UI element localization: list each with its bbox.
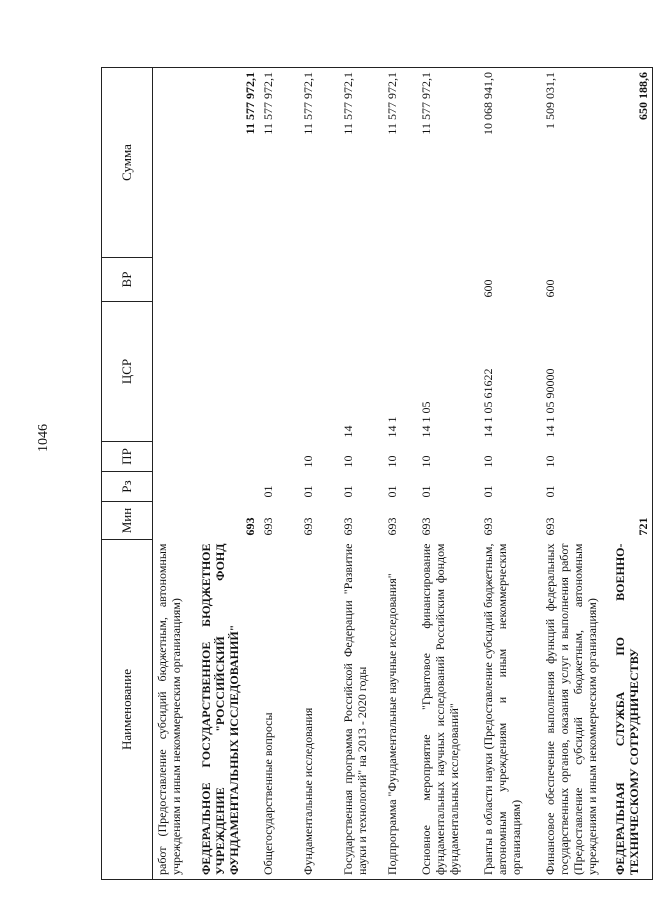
table-body: [153, 68, 653, 880]
cell-rz: 01: [418, 485, 433, 498]
table-row: [197, 68, 259, 880]
cell-pr: 10: [300, 455, 315, 468]
cell-csr: 14 1 05 90000: [542, 368, 557, 438]
header-name: Наименование: [102, 540, 153, 880]
header-rz: Рз: [102, 472, 153, 502]
cell-sum: 11 577 972,1: [259, 68, 299, 258]
cell-sum: [153, 68, 197, 258]
cell-min: 721: [611, 502, 653, 540]
cell-min: 693: [384, 517, 399, 536]
cell-vr: [611, 258, 653, 302]
cell-rz: 01: [542, 485, 557, 498]
cell-name: работ (Предоставление субсидий бюджетным, автономным учреждениям и иным некоммерческим организациям): [153, 540, 197, 880]
cell-csr: [153, 302, 197, 442]
cell-sum: 11 577 972,1: [383, 68, 417, 258]
cell-csr: 14: [340, 425, 355, 438]
cell-pr: [197, 442, 259, 472]
cell-csr: 14 1: [384, 416, 399, 438]
cell-name: Государственная программа Российской Федерации "Развитие науки и технологий" на 2013 - 2020 годы: [339, 540, 383, 880]
cell-sum: 10 068 941,0: [479, 68, 541, 258]
cell-csr: 14 1 05 61622: [480, 368, 495, 438]
cell-vr: 600: [480, 279, 495, 298]
header-row: [102, 68, 153, 880]
cell-vr: [339, 258, 383, 302]
cell-rz: 01: [340, 485, 355, 498]
cell-name: Финансовое обеспечение выполнения функций федеральных государственных органов, оказания услуг и выполнения работ (Предоставление субсидий бюджетным, автономным учреждениям и иным некоммерческим организациям): [541, 540, 611, 880]
table-row: [259, 68, 299, 880]
cell-min: 693: [260, 517, 275, 536]
header-sum: Сумма: [102, 68, 153, 258]
cell-vr: [299, 258, 339, 302]
header-vr: ВР: [102, 258, 153, 302]
header-min: Мин: [102, 502, 153, 540]
cell-rz: 01: [300, 485, 315, 498]
cell-min: 693: [480, 517, 495, 536]
cell-pr: [259, 442, 299, 472]
table-row: [541, 68, 611, 880]
cell-name: Подпрограмма "Фундаментальные научные исследования": [383, 540, 417, 880]
cell-csr: [259, 302, 299, 442]
cell-min: 693: [300, 517, 315, 536]
table-row: [611, 68, 653, 880]
cell-vr: [153, 258, 197, 302]
cell-sum: 650 188,6: [611, 68, 653, 258]
cell-rz: 01: [260, 485, 275, 498]
cell-sum: 11 577 972,1: [339, 68, 383, 258]
cell-min: 693: [418, 517, 433, 536]
cell-rz: 01: [384, 485, 399, 498]
cell-min: 693: [542, 517, 557, 536]
rotated-table-container: [101, 68, 650, 880]
cell-name: Основное мероприятие "Грантовое финансирование фундаментальных научных исследований Российским фондом фундаментальных исследований": [417, 540, 479, 880]
cell-min: 693: [242, 517, 257, 536]
cell-min: [153, 502, 197, 540]
cell-pr: 10: [418, 455, 433, 468]
cell-pr: [611, 442, 653, 472]
table-row: [417, 68, 479, 880]
page-number: 1046: [36, 424, 51, 452]
cell-rz: [611, 472, 653, 502]
cell-vr: 600: [542, 279, 557, 298]
cell-rz: 01: [480, 485, 495, 498]
cell-sum: 11 577 972,1: [417, 68, 479, 258]
cell-pr: 10: [542, 455, 557, 468]
cell-pr: 10: [480, 455, 495, 468]
table-row: [153, 68, 197, 880]
cell-vr: [417, 258, 479, 302]
cell-vr: [259, 258, 299, 302]
header-pr: ПР: [102, 442, 153, 472]
cell-name: Общегосударственные вопросы: [259, 540, 299, 880]
cell-vr: [197, 258, 259, 302]
cell-sum: 11 577 972,1: [197, 68, 259, 258]
cell-vr: [383, 258, 417, 302]
cell-csr: 14 1 05: [418, 401, 433, 438]
cell-name: ФЕДЕРАЛЬНОЕ ГОСУДАРСТВЕННОЕ БЮДЖЕТНОЕ УЧРЕЖДЕНИЕ "РОССИЙСКИЙ ФОНД ФУНДАМЕНТАЛЬНЫХ ИССЛЕДОВАНИЙ": [197, 540, 259, 880]
cell-pr: [153, 442, 197, 472]
budget-table: [101, 67, 653, 880]
table-row: [479, 68, 541, 880]
cell-rz: [153, 472, 197, 502]
cell-name: Гранты в области науки (Предоставление субсидий бюджетным, автономным учреждениям и иным некоммерческим организациям): [479, 540, 541, 880]
cell-csr: [299, 302, 339, 442]
table-row: [299, 68, 339, 880]
table-row: [383, 68, 417, 880]
cell-name: Фундаментальные исследования: [299, 540, 339, 880]
cell-min: 693: [340, 517, 355, 536]
header-csr: ЦСР: [102, 302, 153, 442]
table-row: [339, 68, 383, 880]
cell-sum: 11 577 972,1: [299, 68, 339, 258]
cell-pr: 10: [384, 455, 399, 468]
cell-name: ФЕДЕРАЛЬНАЯ СЛУЖБА ПО ВОЕННО-ТЕХНИЧЕСКОМУ СОТРУДНИЧЕСТВУ: [611, 540, 653, 880]
cell-pr: 10: [340, 455, 355, 468]
cell-csr: [611, 302, 653, 442]
cell-rz: [197, 472, 259, 502]
cell-csr: [197, 302, 259, 442]
cell-sum: 1 509 031,1: [541, 68, 611, 258]
